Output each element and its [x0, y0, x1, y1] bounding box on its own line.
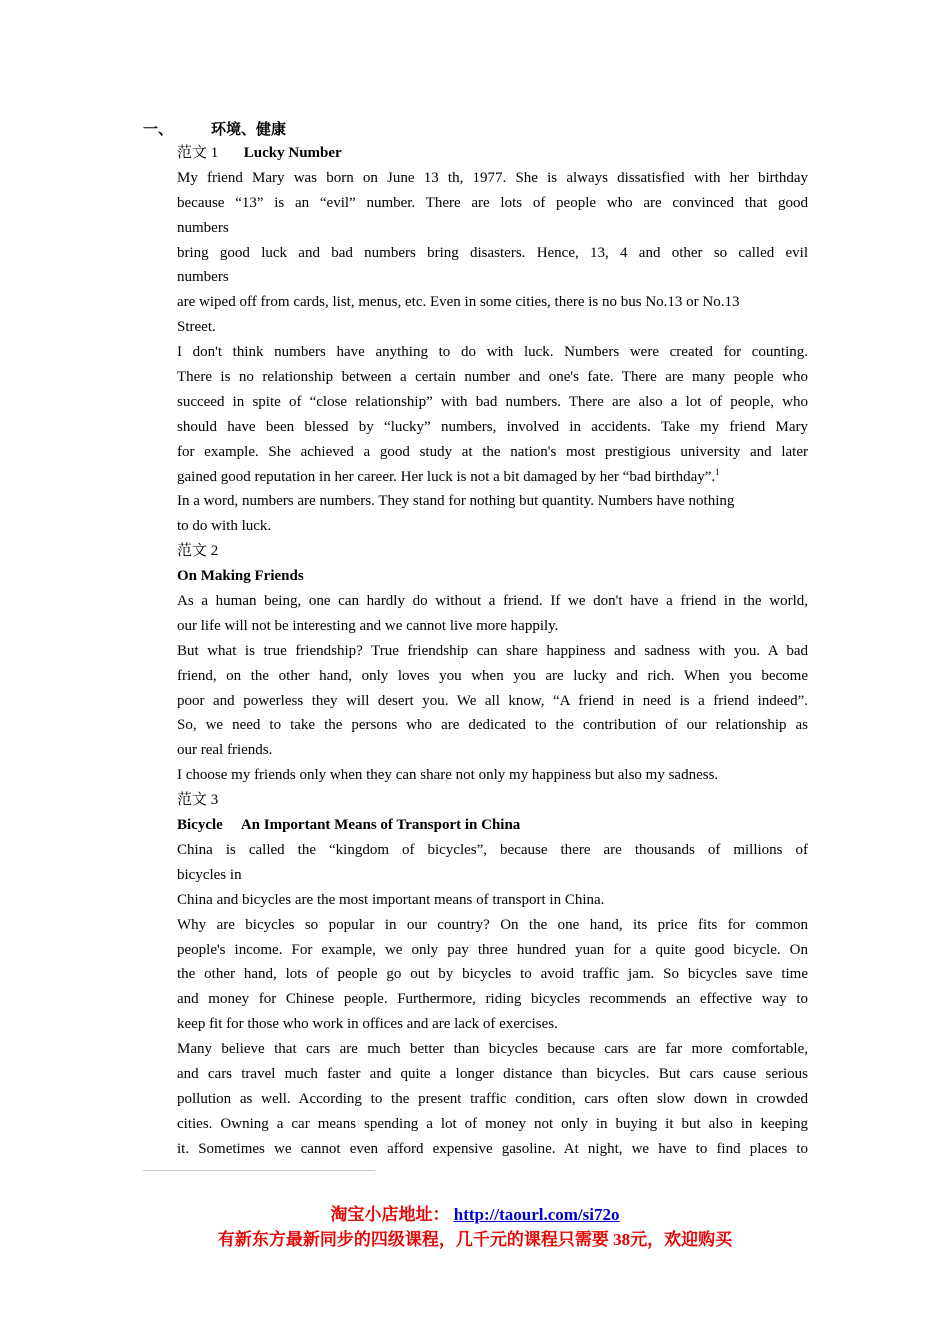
paragraph-line: So, we need to take the persons who are dedicated to the contribution of our relationship as — [177, 717, 808, 734]
paragraph-line: people's income. For example, we only pay three hundred yuan for a quite good bicycle. On — [177, 941, 808, 958]
essay-title: On Making Friends — [177, 568, 304, 585]
paragraph-line: China and bicycles are the most important means of transport in China. — [177, 891, 605, 908]
promo-text-before: 有新东方最新同步的四级课程，几千元的课程只需要 — [217, 1230, 609, 1249]
paragraph-line: Street. — [177, 319, 216, 336]
shop-label: 淘宝小店地址： — [330, 1205, 450, 1224]
paragraph-line: it. Sometimes we cannot even afford expensive gasoline. At night, we have to find places to — [177, 1140, 808, 1157]
paragraph-line: My friend Mary was born on June 13 th, 1977. She is always dissatisfied with her birthday — [177, 169, 808, 186]
paragraph-line: to do with luck. — [177, 518, 272, 535]
essay-title-part1: Bicycle — [177, 817, 223, 834]
paragraph-line: I choose my friends only when they can share not only my happiness but also my sadness. — [177, 767, 719, 784]
paragraph-line: our life will not be interesting and we cannot live more happily. — [177, 617, 559, 634]
paragraph-line: keep fit for those who work in offices and are lack of exercises. — [177, 1016, 558, 1033]
shop-link[interactable]: http://taourl.com/si72o — [453, 1205, 620, 1224]
section-heading — [143, 118, 286, 139]
paragraph-line: There is no relationship between a certain number and one's fate. There are many people who — [177, 369, 808, 386]
paragraph-line: our real friends. — [177, 742, 273, 759]
paragraph-line: bring good luck and bad numbers bring disasters. Hence, 13, 4 and other so called evil — [177, 244, 808, 261]
paragraph-line: pollution as well. According to the present traffic condition, cars often slow down in crowded — [177, 1090, 808, 1107]
essay-title: Lucky Number — [243, 145, 342, 161]
paragraph-line: the other hand, lots of people go out by bicycles to avoid traffic jam. So bicycles save time — [177, 966, 808, 983]
shop-address-line — [0, 1200, 950, 1225]
document-body — [177, 141, 808, 1162]
essay-1-body — [177, 166, 808, 539]
essay-label: 范文 2 — [177, 543, 219, 560]
paragraph-line: I don't think numbers have anything to do with luck. Numbers were created for counting. — [177, 344, 808, 361]
paragraph-line: numbers — [177, 269, 229, 286]
paragraph-line: As a human being, one can hardly do without a friend. If we don't have a friend in the world, — [177, 593, 808, 610]
paragraph-line: Why are bicycles so popular in our country? On the one hand, its price fits for common — [177, 916, 808, 933]
essay-label: 范文 3 — [177, 792, 219, 809]
essay-3-body — [177, 838, 808, 1162]
promo-line — [0, 1225, 950, 1250]
essay-title-part2: An Important Means of Transport in China — [240, 817, 521, 834]
section-number: 一、 — [143, 122, 174, 138]
paragraph-line: China is called the “kingdom of bicycles”, because there are thousands of millions of — [177, 841, 808, 858]
essay-1-heading — [177, 141, 808, 166]
essay-label: 范文 1 — [177, 145, 219, 161]
footnote-mark[interactable]: 1 — [715, 466, 720, 477]
paragraph-line: because “13” is an “evil” number. There are lots of people who are convinced that good — [177, 194, 808, 211]
paragraph-line: succeed in spite of “close relationship” with bad numbers. There are also a lot of people, who — [177, 393, 808, 410]
paragraph-line: poor and powerless they will desert you. We all know, “A friend in need is a friend indeed”. — [177, 692, 808, 709]
paragraph-line: numbers — [177, 219, 229, 236]
paragraph-line: cities. Owning a car means spending a lot of money not only in buying it but also in keeping — [177, 1115, 808, 1132]
promo-price: 38 — [613, 1230, 631, 1249]
paragraph-line: Many believe that cars are much better than bicycles because cars are far more comfortable, — [177, 1041, 808, 1058]
paragraph-line: In a word, numbers are numbers. They stand for nothing but quantity. Numbers have nothing — [177, 493, 735, 510]
paragraph-line: friend, on the other hand, only loves you when you are lucky and rich. When you become — [177, 667, 808, 684]
paragraph-line: But what is true friendship? True friendship can share happiness and sadness with you. A bad — [177, 642, 808, 659]
paragraph-line: for example. She achieved a good study at the nation's most prestigious university and later — [177, 443, 808, 460]
essay-3-heading — [177, 813, 808, 838]
paragraph-line: and cars travel much faster and quite a longer distance than bicycles. But cars cause serious — [177, 1065, 808, 1082]
paragraph-line: are wiped off from cards, list, menus, etc. Even in some cities, there is no bus No.13 or No.13 — [177, 294, 740, 311]
footnote-divider — [143, 1170, 375, 1171]
paragraph-line: bicycles in — [177, 866, 242, 883]
paragraph-line: and money for Chinese people. Furthermore, riding bicycles recommends an effective way to — [177, 991, 808, 1008]
section-title: 环境、健康 — [211, 122, 287, 138]
paragraph-line: gained good reputation in her career. Her luck is not a bit damaged by her “bad birthday”.$^1$ — [177, 466, 720, 485]
essay-2-body — [177, 589, 808, 788]
paragraph-line: should have been blessed by “lucky” numbers, involved in accidents. Take my friend Mary — [177, 418, 808, 435]
promo-text-after: 元，欢迎购买 — [630, 1230, 733, 1249]
